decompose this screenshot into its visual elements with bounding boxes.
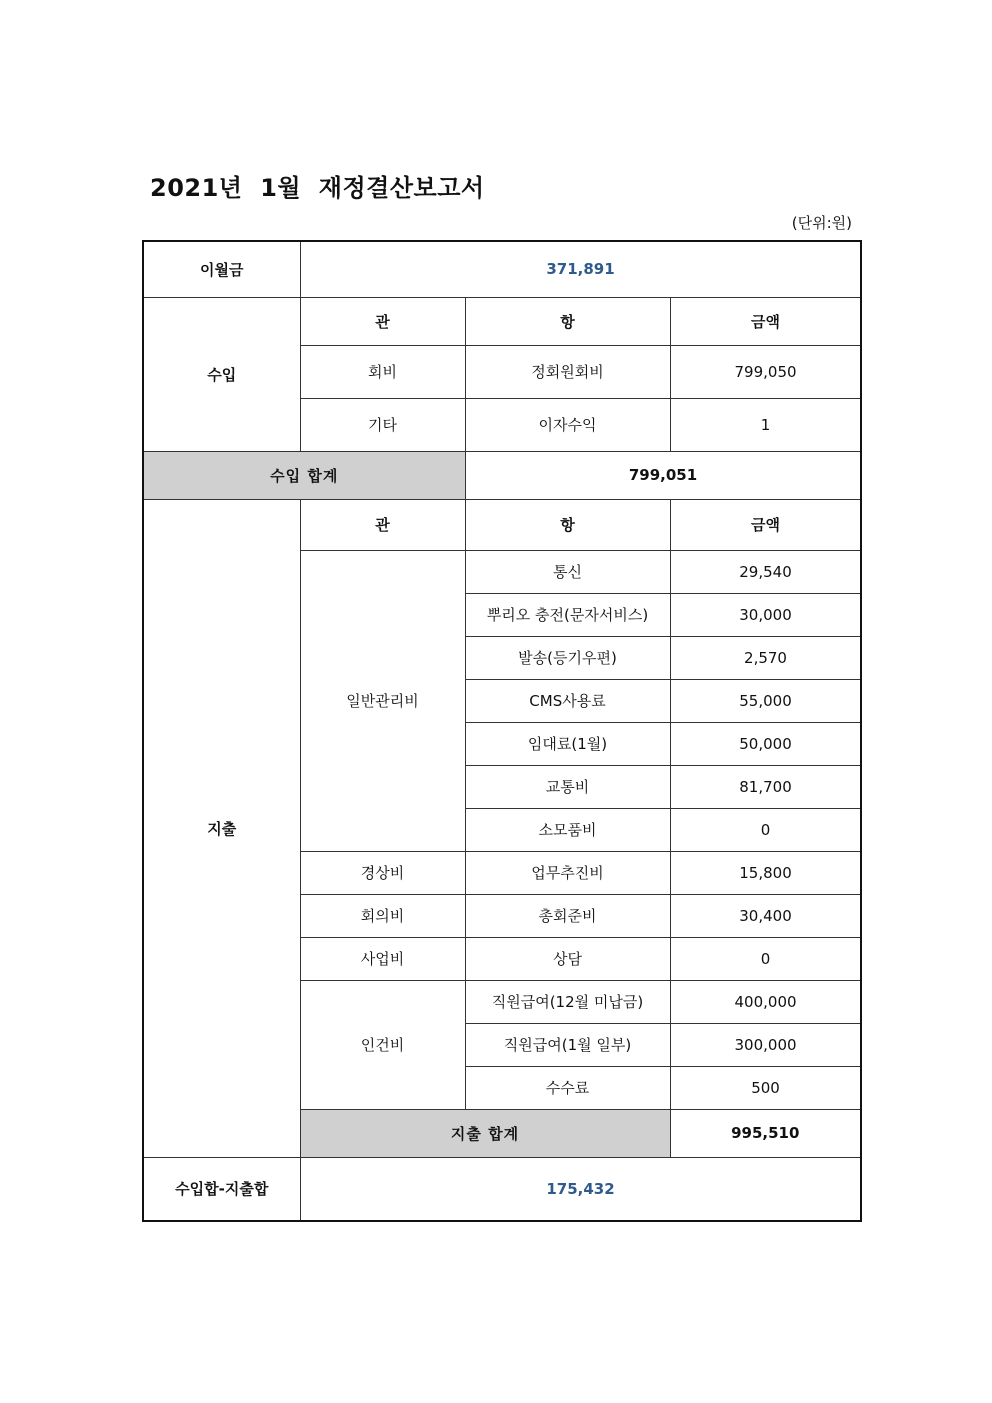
finance-report-table <box>142 240 862 1222</box>
report-title: 2021년 1월 재정결산보고서 <box>150 174 485 202</box>
income-header-hang: 항 <box>465 297 670 345</box>
income-header-amount: 금액 <box>670 297 861 345</box>
expense-hang: 소모품비 <box>465 808 670 851</box>
expense-amount: 0 <box>670 808 861 851</box>
expense-total-label: 지출 합계 <box>300 1109 670 1157</box>
expense-gwan: 회의비 <box>300 894 465 937</box>
income-header-row <box>143 297 861 345</box>
expense-amount: 30,000 <box>670 593 861 636</box>
expense-amount: 15,800 <box>670 851 861 894</box>
expense-hang: 수수료 <box>465 1066 670 1109</box>
income-hang: 이자수익 <box>465 398 670 451</box>
balance-label: 수입합-지출합 <box>143 1157 300 1221</box>
expense-hang: 임대료(1월) <box>465 722 670 765</box>
balance-value: 175,432 <box>300 1157 861 1221</box>
carryover-label: 이월금 <box>143 241 300 297</box>
expense-amount: 500 <box>670 1066 861 1109</box>
income-total-label: 수입 합계 <box>143 451 465 499</box>
income-label: 수입 <box>143 297 300 451</box>
expense-hang: 상담 <box>465 937 670 980</box>
expense-amount: 29,540 <box>670 550 861 593</box>
expense-hang: 통신 <box>465 550 670 593</box>
carryover-value: 371,891 <box>300 241 861 297</box>
expense-hang: CMS사용료 <box>465 679 670 722</box>
expense-hang: 총회준비 <box>465 894 670 937</box>
expense-amount: 30,400 <box>670 894 861 937</box>
expense-header-row <box>143 499 861 550</box>
income-gwan: 기타 <box>300 398 465 451</box>
expense-amount: 0 <box>670 937 861 980</box>
expense-gwan: 일반관리비 <box>300 550 465 851</box>
expense-total-value: 995,510 <box>670 1109 861 1157</box>
expense-amount: 2,570 <box>670 636 861 679</box>
expense-hang: 교통비 <box>465 765 670 808</box>
expense-amount: 55,000 <box>670 679 861 722</box>
expense-hang: 발송(등기우편) <box>465 636 670 679</box>
balance-row <box>143 1157 861 1221</box>
income-total-row <box>143 451 861 499</box>
expense-header-gwan: 관 <box>300 499 465 550</box>
income-hang: 정회원회비 <box>465 345 670 398</box>
income-total-value: 799,051 <box>465 451 861 499</box>
expense-header-hang: 항 <box>465 499 670 550</box>
expense-hang: 업무추진비 <box>465 851 670 894</box>
expense-hang: 직원급여(12월 미납금) <box>465 980 670 1023</box>
unit-note: (단위:원) <box>791 214 852 232</box>
expense-amount: 81,700 <box>670 765 861 808</box>
expense-gwan: 경상비 <box>300 851 465 894</box>
expense-label: 지출 <box>143 499 300 1157</box>
expense-header-amount: 금액 <box>670 499 861 550</box>
income-amount: 1 <box>670 398 861 451</box>
expense-hang: 뿌리오 충전(문자서비스) <box>465 593 670 636</box>
income-gwan: 회비 <box>300 345 465 398</box>
expense-hang: 직원급여(1월 일부) <box>465 1023 670 1066</box>
expense-amount: 300,000 <box>670 1023 861 1066</box>
expense-gwan: 인건비 <box>300 980 465 1109</box>
expense-gwan: 사업비 <box>300 937 465 980</box>
income-amount: 799,050 <box>670 345 861 398</box>
income-header-gwan: 관 <box>300 297 465 345</box>
expense-amount: 50,000 <box>670 722 861 765</box>
carryover-row <box>143 241 861 297</box>
expense-amount: 400,000 <box>670 980 861 1023</box>
